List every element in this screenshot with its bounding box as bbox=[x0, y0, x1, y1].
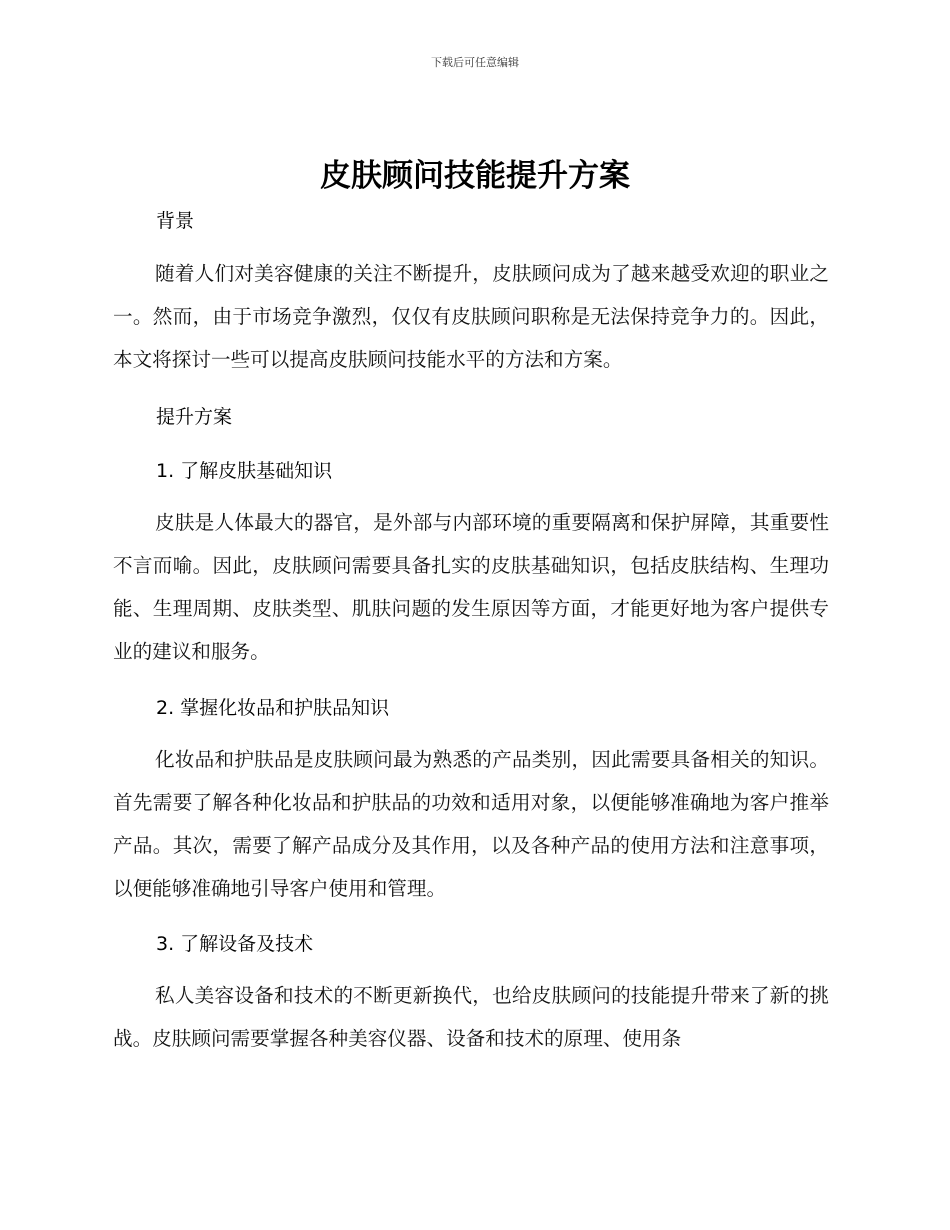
paragraph-equipment: 私人美容设备和技术的不断更新换代，也给皮肤顾问的技能提升带来了新的挑战。皮肤顾问需要掌握各种美容仪器、设备和技术的原理、使用条 bbox=[113, 984, 829, 1050]
document-title: 皮肤顾问技能提升方案 bbox=[320, 158, 630, 194]
subsection-heading-cosmetics: 2. 掌握化妆品和护肤品知识 bbox=[156, 697, 390, 719]
subsection-heading-equipment: 3. 了解设备及技术 bbox=[156, 933, 314, 955]
subsection-heading-skin-basics: 1. 了解皮肤基础知识 bbox=[156, 460, 333, 482]
paragraph-cosmetics: 化妆品和护肤品是皮肤顾问最为熟悉的产品类别，因此需要具备相关的知识。首先需要了解各种化妆品和护肤品的功效和适用对象，以便能够准确地为客户推举产品。其次，需要了解产品成分及其作用，以及各种产品的使用方法和注意事项，以便能够准确地引导客户使用和管理。 bbox=[113, 748, 829, 900]
paragraph-background: 随着人们对美容健康的关注不断提升，皮肤顾问成为了越来越受欢迎的职业之一。然而，由于市场竞争激烈，仅仅有皮肤顾问职称是无法保持竞争力的。因此，本文将探讨一些可以提高皮肤顾问技能水平的方法和方案。 bbox=[113, 262, 829, 371]
section-heading-background: 背景 bbox=[156, 210, 195, 232]
paragraph-skin-basics: 皮肤是人体最大的器官，是外部与内部环境的重要隔离和保护屏障，其重要性不言而喻。因此，皮肤顾问需要具备扎实的皮肤基础知识，包括皮肤结构、生理功能、生理周期、皮肤类型、肌肤问题的发生原因等方面，才能更好地为客户提供专业的建议和服务。 bbox=[113, 511, 829, 663]
section-heading-plan: 提升方案 bbox=[156, 406, 233, 428]
page-header-note: 下载后可任意编辑 bbox=[431, 56, 519, 69]
